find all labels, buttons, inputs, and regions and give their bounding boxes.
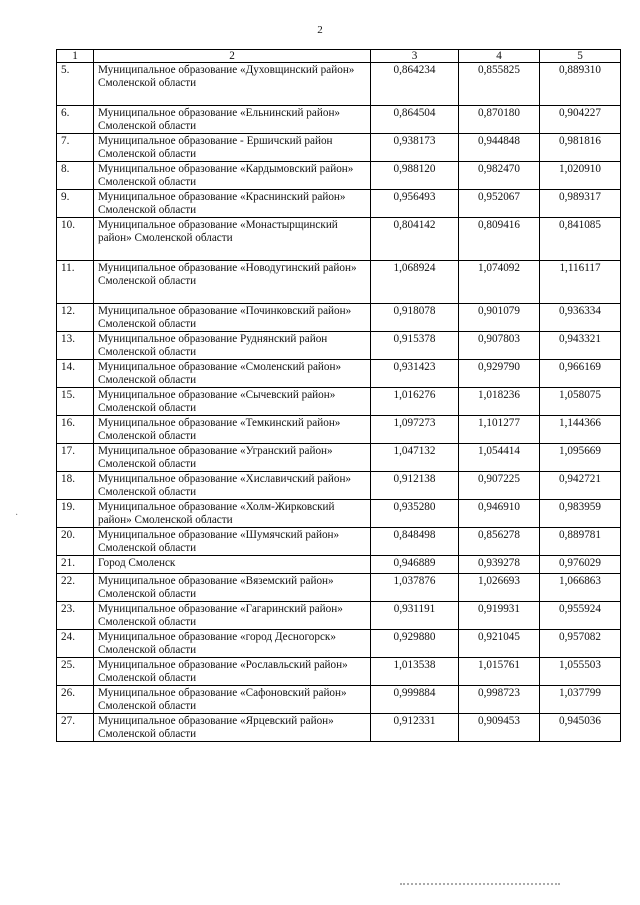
table-row [57,261,621,304]
municipality-name: Муниципальное образование «Холм-Жирковский район» Смоленской области [94,500,371,528]
value-col-5: 1,066863 [540,574,621,602]
row-number: 13. [57,332,94,360]
municipality-name: Муниципальное образование «Сафоновский район» Смоленской области [94,686,371,714]
table-row [57,63,621,106]
row-number: 22. [57,574,94,602]
row-number: 18. [57,472,94,500]
value-col-5: 1,037799 [540,686,621,714]
value-col-3: 0,912331 [371,714,459,742]
value-col-3: 0,931191 [371,602,459,630]
value-col-3: 0,918078 [371,304,459,332]
value-col-3: 1,016276 [371,388,459,416]
table-row [57,630,621,658]
column-header-3: 3 [371,50,459,63]
municipality-name: Город Смоленск [94,556,371,574]
value-col-4: 0,901079 [459,304,540,332]
table-row [57,686,621,714]
row-number: 8. [57,162,94,190]
value-col-5: 0,942721 [540,472,621,500]
value-col-4: 0,921045 [459,630,540,658]
value-col-5: 1,116117 [540,261,621,304]
row-number: 6. [57,106,94,134]
row-number: 10. [57,218,94,261]
value-col-5: 0,966169 [540,360,621,388]
value-col-4: 1,074092 [459,261,540,304]
value-col-3: 0,848498 [371,528,459,556]
table-row [57,416,621,444]
row-number: 12. [57,304,94,332]
row-number: 21. [57,556,94,574]
row-number: 14. [57,360,94,388]
value-col-5: 0,981816 [540,134,621,162]
value-col-5: 0,989317 [540,190,621,218]
value-col-3: 0,804142 [371,218,459,261]
value-col-3: 0,929880 [371,630,459,658]
value-col-5: 1,020910 [540,162,621,190]
column-header-1: 1 [57,50,94,63]
row-number: 15. [57,388,94,416]
value-col-4: 0,944848 [459,134,540,162]
value-col-5: 0,889310 [540,63,621,106]
value-col-5: 0,889781 [540,528,621,556]
municipality-name: Муниципальное образование «Монастырщинский район» Смоленской области [94,218,371,261]
value-col-3: 0,864234 [371,63,459,106]
value-col-4: 0,919931 [459,602,540,630]
municipality-name: Муниципальное образование «Темкинский район» Смоленской области [94,416,371,444]
value-col-5: 1,058075 [540,388,621,416]
municipality-name: Муниципальное образование «Починковский район» Смоленской области [94,304,371,332]
value-col-4: 0,998723 [459,686,540,714]
value-col-4: 0,982470 [459,162,540,190]
value-col-3: 0,935280 [371,500,459,528]
value-col-4: 0,809416 [459,218,540,261]
municipality-name: Муниципальное образование «Смоленский район» Смоленской области [94,360,371,388]
municipality-name: Муниципальное образование «Ярцевский район» Смоленской области [94,714,371,742]
value-col-5: 0,936334 [540,304,621,332]
row-number: 5. [57,63,94,106]
municipality-name: Муниципальное образование - Ершичский район Смоленской области [94,134,371,162]
column-header-2: 2 [94,50,371,63]
table-header-row [57,50,621,63]
column-header-4: 4 [459,50,540,63]
row-number: 27. [57,714,94,742]
table-row [57,574,621,602]
column-header-5: 5 [540,50,621,63]
row-number: 16. [57,416,94,444]
row-number: 11. [57,261,94,304]
table-row [57,190,621,218]
value-col-4: 1,054414 [459,444,540,472]
value-col-5: 0,943321 [540,332,621,360]
value-col-5: 1,095669 [540,444,621,472]
row-number: 9. [57,190,94,218]
row-number: 7. [57,134,94,162]
value-col-4: 0,952067 [459,190,540,218]
table-row [57,658,621,686]
value-col-4: 0,939278 [459,556,540,574]
table-row [57,556,621,574]
page-number: 2 [317,24,323,36]
table-row [57,528,621,556]
municipality-name: Муниципальное образование «Рославльский район» Смоленской области [94,658,371,686]
row-number: 25. [57,658,94,686]
value-col-3: 0,946889 [371,556,459,574]
value-col-3: 0,864504 [371,106,459,134]
value-col-4: 0,929790 [459,360,540,388]
value-col-3: 1,013538 [371,658,459,686]
value-col-3: 0,988120 [371,162,459,190]
table-row [57,332,621,360]
value-col-3: 0,931423 [371,360,459,388]
table-row [57,304,621,332]
value-col-5: 0,841085 [540,218,621,261]
table-row [57,134,621,162]
municipality-name: Муниципальное образование «Угранский район» Смоленской области [94,444,371,472]
value-col-4: 1,026693 [459,574,540,602]
value-col-4: 0,856278 [459,528,540,556]
municipality-name: Муниципальное образование Руднянский район Смоленской области [94,332,371,360]
data-table [56,49,621,742]
municipality-name: Муниципальное образование «Шумячский район» Смоленской области [94,528,371,556]
row-number: 20. [57,528,94,556]
table-row [57,106,621,134]
value-col-5: 1,144366 [540,416,621,444]
table-row [57,500,621,528]
municipality-name: Муниципальное образование «Ельнинский район» Смоленской области [94,106,371,134]
table-row [57,714,621,742]
municipality-name: Муниципальное образование «Духовщинский район» Смоленской области [94,63,371,106]
value-col-4: 0,946910 [459,500,540,528]
municipality-name: Муниципальное образование «Гагаринский район» Смоленской области [94,602,371,630]
value-col-3: 0,999884 [371,686,459,714]
municipality-name: Муниципальное образование «город Десногорск» Смоленской области [94,630,371,658]
table-body [57,63,621,742]
value-col-5: 0,957082 [540,630,621,658]
value-col-3: 0,912138 [371,472,459,500]
value-col-4: 1,018236 [459,388,540,416]
table-row [57,360,621,388]
municipality-name: Муниципальное образование «Краснинский район» Смоленской области [94,190,371,218]
municipality-name: Муниципальное образование «Вяземский район» Смоленской области [94,574,371,602]
value-col-3: 1,068924 [371,261,459,304]
value-col-4: 0,870180 [459,106,540,134]
table-row [57,472,621,500]
value-col-4: 0,907803 [459,332,540,360]
value-col-5: 0,955924 [540,602,621,630]
table-row [57,218,621,261]
table-row [57,444,621,472]
value-col-5: 1,055503 [540,658,621,686]
municipality-name: Муниципальное образование «Новодугинский район» Смоленской области [94,261,371,304]
value-col-3: 1,097273 [371,416,459,444]
table-row [57,388,621,416]
value-col-3: 1,047132 [371,444,459,472]
value-col-4: 1,015761 [459,658,540,686]
row-number: 26. [57,686,94,714]
table-row [57,602,621,630]
row-number: 24. [57,630,94,658]
value-col-3: 0,956493 [371,190,459,218]
value-col-4: 0,909453 [459,714,540,742]
value-col-4: 0,907225 [459,472,540,500]
row-number: 23. [57,602,94,630]
value-col-5: 0,976029 [540,556,621,574]
municipality-name: Муниципальное образование «Хиславичский район» Смоленской области [94,472,371,500]
table-row [57,162,621,190]
value-col-4: 1,101277 [459,416,540,444]
row-number: 19. [57,500,94,528]
footer-scan-mark [400,883,560,889]
value-col-4: 0,855825 [459,63,540,106]
municipality-name: Муниципальное образование «Кардымовский район» Смоленской области [94,162,371,190]
row-number: 17. [57,444,94,472]
municipality-name: Муниципальное образование «Сычевский район» Смоленской области [94,388,371,416]
value-col-5: 0,904227 [540,106,621,134]
value-col-3: 1,037876 [371,574,459,602]
value-col-3: 0,938173 [371,134,459,162]
value-col-3: 0,915378 [371,332,459,360]
value-col-5: 0,945036 [540,714,621,742]
value-col-5: 0,983959 [540,500,621,528]
margin-mark: · [15,510,19,521]
